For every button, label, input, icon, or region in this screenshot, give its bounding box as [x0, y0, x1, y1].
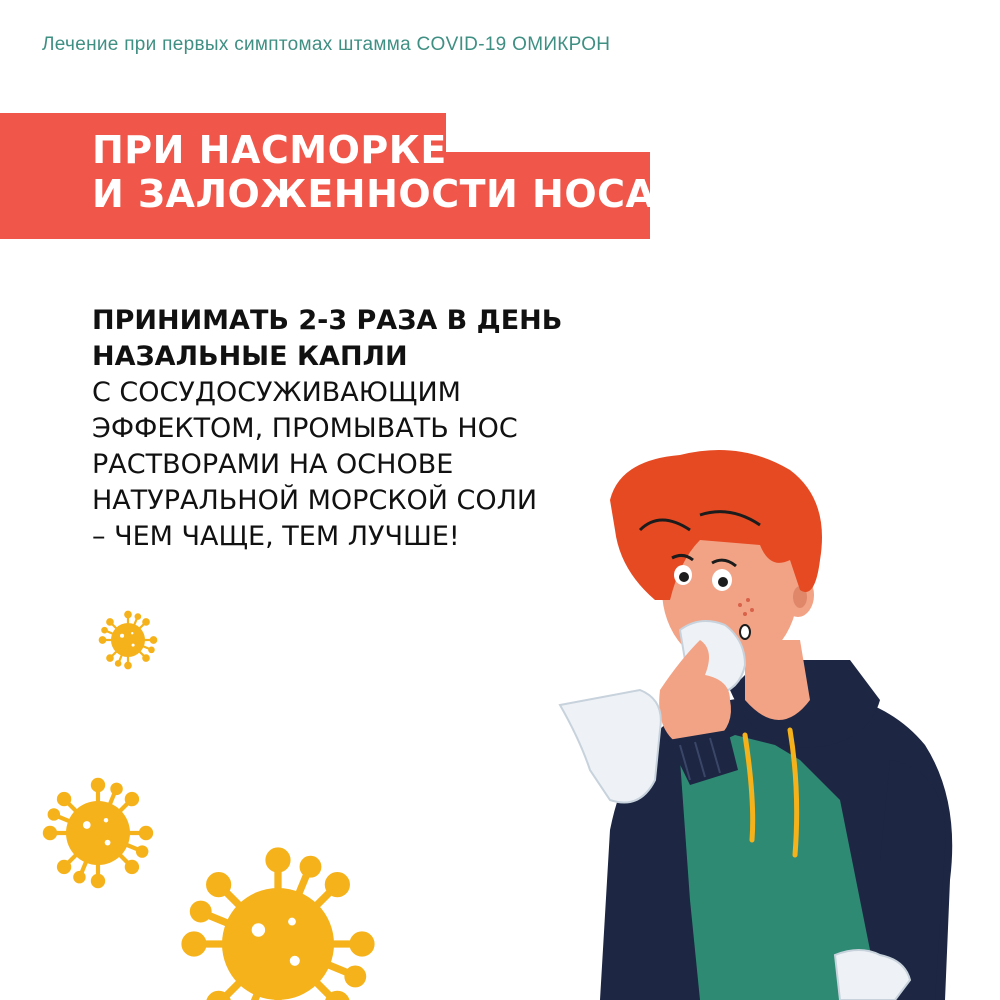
virus-icon-large [185, 851, 371, 1000]
banner-title-line-1: ПРИ НАСМОРКЕ [92, 128, 447, 172]
instruction-line-1: ПРИНИМАТЬ 2-3 РАЗА В ДЕНЬ [92, 305, 563, 336]
virus-icon-small [100, 612, 156, 668]
instruction-line-5: РАСТВОРАМИ НА ОСНОВЕ [92, 449, 454, 480]
instruction-line-2: НАЗАЛЬНЫЕ КАПЛИ [92, 341, 408, 372]
instruction-line-6: НАТУРАЛЬНОЙ МОРСКОЙ СОЛИ [92, 485, 538, 516]
instruction-line-3: С СОСУДОСУЖИВАЮЩИМ [92, 377, 461, 408]
sick-person-icon [560, 450, 952, 1000]
instruction-line-4: ЭФФЕКТОМ, ПРОМЫВАТЬ НОС [92, 413, 518, 444]
banner-title-line-2: И ЗАЛОЖЕННОСТИ НОСА [92, 172, 656, 216]
virus-icon-medium [45, 780, 151, 886]
page-header: Лечение при первых симптомах штамма COVID-19 ОМИКРОН [42, 34, 611, 55]
instruction-line-7: – ЧЕМ ЧАЩЕ, ТЕМ ЛУЧШЕ! [92, 521, 460, 552]
